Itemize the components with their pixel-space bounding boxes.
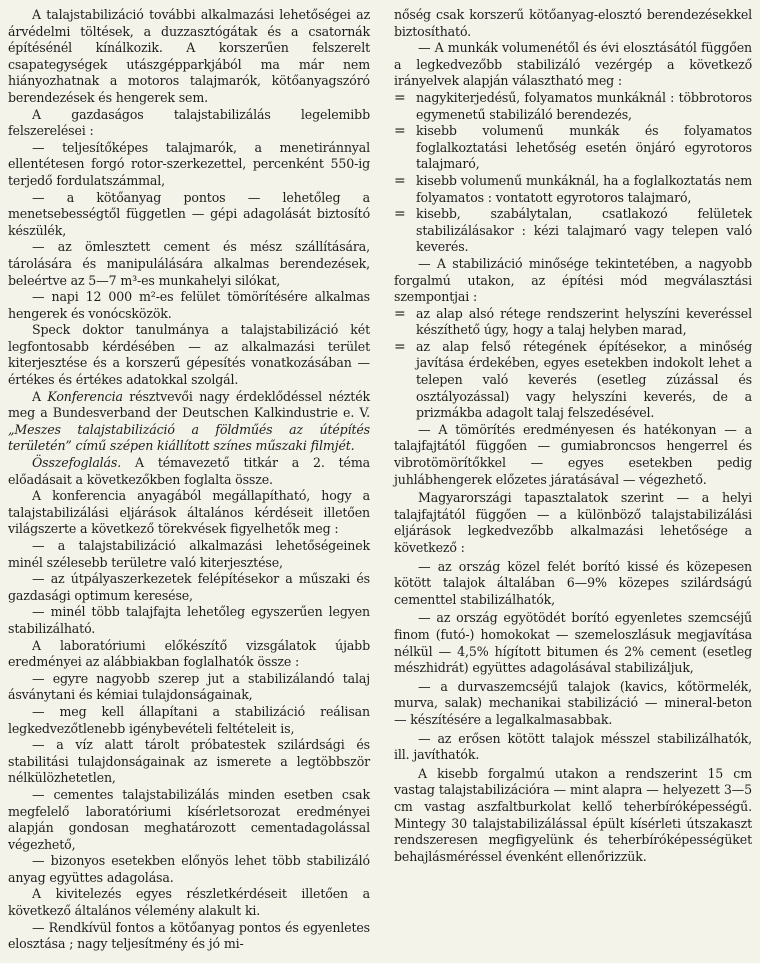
paragraph: — A stabilizáció minősége tekintetében, a nagyobb forgalmú utakon, az építési mód megválasztási szempontjai :: [394, 255, 752, 305]
paragraph: — az ország közel felét borító kissé és közepesen kötött talajok általában 6—9% közepes szilárdságú cementtel stabilizálhatók,: [394, 558, 752, 607]
paragraph: — cementes talajstabilizálás minden esetben csak megfelelő laboratóriumi kísérletsorozat eredményei alapján gondosan meghatározott cementadagolással végezhető,: [8, 786, 370, 852]
paragraph: — teljesítőképes talajmarók, a menetiránnyal ellentétesen forgó rotor-szerkezettel, percenként 550-ig terjedő fordulatszámmal,: [8, 139, 370, 188]
paragraph: — az útpályaszerkezetek felépítésekor a műszaki és gazdasági optimum keresése,: [8, 571, 370, 603]
paragraph: — egyre nagyobb szerep jut a stabilizálandó talaj ásványtani és kémiai tulajdonságainak,: [8, 670, 370, 703]
paragraph: — az ömlesztett cement és mész szállítására, tárolására és manipulálására alkalmas berendezések, beleértve az 5—7 m³-es munkahelyi silókat,: [8, 239, 370, 288]
list-item-text: az alap felső rétegének építésekor, a minőség javítása érdekében, egyes esetekben indokolt lehet a telepen való keverés (esetleg zúzással és osztályozással) vagy helyszíni keverés, de a prizmákba adagolt talaj felszedésével.: [416, 338, 752, 421]
list-marker: =: [394, 123, 406, 140]
film-title: „Meszes talajstabilizáció a földműés az útépítés területén” című szépen kiállított színes műszaki filmjét.: [8, 421, 370, 454]
paragraph-osszefoglalas: [8, 455, 370, 488]
list-item: [394, 339, 752, 422]
paragraph: — a víz alatt tárolt próbatestek szilárdsági és stabilitási tulajdonságainak az ismerete a legtöbbször nélkülözhetetlen,: [8, 737, 370, 786]
list-marker: =: [394, 305, 406, 322]
list-item: [394, 90, 752, 123]
paragraph: A konferencia anyagából megállapítható, hogy a talajstabilizálási eljárások általános kérdéseit illetően világszerte a következő törekvések figyelhetők meg :: [8, 488, 370, 537]
paragraph: — bizonyos esetekben előnyös lehet több stabilizáló anyag együttes adagolása.: [8, 853, 370, 885]
list-item-text: nagykiterjedésű, folyamatos munkáknál : többrotoros egymenetű stabilizáló berendezés,: [416, 89, 752, 122]
list-item-text: kisebb, szabálytalan, csatlakozó felületek stabilizálásakor : kézi talajmaró vagy telepen való keverés.: [416, 206, 752, 255]
paragraph: — az erősen kötött talajok mésszel stabilizálhatók, ill. javíthatók.: [394, 730, 752, 763]
list-marker: =: [394, 206, 406, 223]
list-item-text: kisebb volumenű munkáknál, ha a foglalkoztatás nem folyamatos : vontatott egyrotoros talajmaró,: [416, 172, 752, 205]
paragraph: Speck doktor tanulmánya a talajstabilizáció két legfontosabb kérdésében — az alkalmazási terület kiterjesztése és a korszerű gépesítés vonatkozásában — értékes és értékes adatokkal szolgál.: [8, 322, 370, 388]
paragraph: — az ország egyötödét borító egyenletes szemcséjű finom (futó-) homokokat — szemeloszlásuk megjavítása nélkül — 4,5% hígított bitumen és 2% cement (esetleg mészhidrát) együttes adagolásával stabilizáljuk,: [394, 610, 752, 676]
paragraph: A talajstabilizáció további alkalmazási lehetőségei az árvédelmi töltések, a duzzasztógátak és a csatornák építésénél kínálkozik. A korszerűen felszerelt csapategységek utászgépparkjából ma már nem hiányozhatnak a motoros talajmarók, kötőanyagszóró berendezések és hengerek sem.: [8, 7, 370, 105]
paragraph: — A munkák volumenétől és évi elosztásától függően a legkedvezőbb stabilizáló vezérgép a következő irányelvek alapján választható meg :: [394, 40, 752, 89]
machine-selection-list: [394, 90, 752, 256]
paragraph-konferencia: [8, 389, 370, 455]
paragraph: A laboratóriumi előkészítő vizsgálatok újabb eredményei az alábbiakban foglalhatók össze :: [8, 637, 370, 670]
construction-method-list: [394, 306, 752, 422]
list-item: [394, 306, 752, 339]
list-item-text: kisebb volumenű munkák és folyamatos foglalkoztatási lehetőség esetén önjáró egyrotoros talajmaró,: [416, 123, 752, 172]
list-marker: =: [394, 89, 406, 106]
left-column: [8, 7, 370, 953]
paragraph: — a kötőanyag pontos — lehetőleg a menetsebességtől független — gépi adagolását biztosító készülék,: [8, 189, 370, 238]
text-run-italic: Konferencia: [47, 388, 123, 404]
paragraph: Magyarországi tapasztalatok szerint — a helyi talajfajtától függően — a különböző talajstabilizálási eljárások legkedvezőbb alkalmazási lehetősége a következő :: [394, 490, 752, 555]
list-item: [394, 206, 752, 256]
paragraph: — meg kell állapítani a stabilizáció reálisan legkedvezőtlenebb igénybevételi feltételeit is,: [8, 703, 370, 736]
paragraph: — Rendkívül fontos a kötőanyag pontos és egyenletes elosztása ; nagy teljesítmény és jó mi-: [8, 919, 370, 952]
paragraph: — a durvaszemcséjű talajok (kavics, kőtörmelék, murva, salak) mechanikai stabilizáció — mineral-beton — készítésére a legalkalmasabbak.: [394, 678, 752, 727]
paragraph: A gazdaságos talajstabilizálás legelemibb felszerelései :: [8, 106, 370, 139]
list-item: [394, 123, 752, 173]
text-run: A: [32, 388, 48, 404]
list-item-text: az alap alsó rétege rendszerint helyszíni keveréssel készíthető úgy, hogy a talaj helyben marad,: [416, 305, 752, 338]
list-marker: =: [394, 172, 406, 189]
paragraph: — minél több talajfajta lehetőleg egyszerűen legyen stabilizálható.: [8, 604, 370, 636]
text-run: résztvevői nagy érdeklődéssel nézték meg a Bundesverband der Deutschen Kalkindustrie e. V.: [8, 388, 370, 421]
section-lead: Összefoglalás.: [32, 455, 122, 471]
paragraph: A kisebb forgalmú utakon a rendszerint 15 cm vastag talajstabilizációra — mint alapra — helyezett 3—5 cm vastag aszfaltburkolat kellő teherbíróképességű. Mintegy 30 talajstabilizálással épült kísérleti útszakaszt rendszeresen megfigyelünk és teherbíróképességüket behajlásméréssel évenként ellenőrizzük.: [394, 765, 752, 864]
paragraph: — A tömörítés eredményesen és hatékonyan — a talajfajtától függően — gumiabroncsos hengerrel és vibrotömörítőkkel — egyes esetekben pedig juhlábhengerek előzetes járatásával — végezhető.: [394, 421, 752, 487]
list-marker: =: [394, 338, 406, 355]
paragraph: — a talajstabilizáció alkalmazási lehetőségeinek minél szélesebb területre való kiterjesztése,: [8, 538, 370, 570]
paragraph: A kivitelezés egyes részletkérdéseit illetően a következő általános vélemény alakult ki.: [8, 886, 370, 919]
text-run: A témavezető titkár a 2. téma előadásait a következőkben foglalta össze.: [8, 455, 370, 487]
paragraph: nőség csak korszerű kötőanyag-elosztó berendezésekkel biztosítható.: [394, 7, 752, 39]
right-column: [394, 7, 752, 865]
list-item: [394, 173, 752, 206]
paragraph: — napi 12 000 m²-es felület tömörítésére alkalmas hengerek és vonócsközök.: [8, 289, 370, 321]
